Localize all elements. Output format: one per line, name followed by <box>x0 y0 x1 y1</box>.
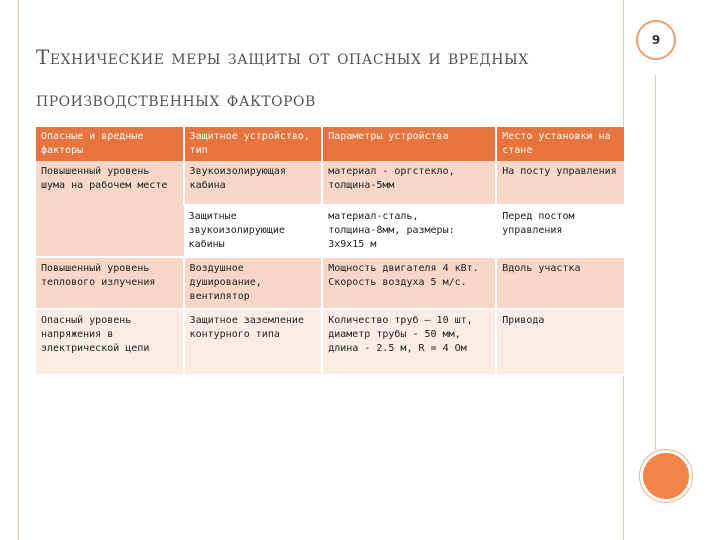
cell-device: Защитное заземление контурного типа <box>184 309 323 375</box>
cell-device: Воздушное душирование, вентилятор <box>184 257 323 309</box>
cell-place: Перед постом управления <box>496 205 624 257</box>
header-factors: Опасные и вредные факторы <box>36 127 184 161</box>
cell-device: Защитные звукоизолирующие кабины <box>184 205 323 257</box>
page-number-badge: 9 <box>636 20 676 60</box>
cell-params: материал - оргстекло, толщина-5мм <box>322 161 496 205</box>
slide-title: Технические меры защиты от опасных и вредных производственных факторов <box>36 45 529 111</box>
table-header-row <box>36 127 624 161</box>
table-row <box>36 161 624 205</box>
cell-params: материал-сталь, толщина-8мм, размеры: 3х9х15 м <box>322 205 496 257</box>
cell-place: Вдоль участка <box>496 257 624 309</box>
cell-factor: Повышенный уровень шума на рабочем месте <box>36 161 184 257</box>
header-device: Защитное устройство, тип <box>184 127 323 161</box>
cell-params: Количество труб – 10 шт, диаметр трубы - 50 мм, длина - 2.5 м, R = 4 Ом <box>322 309 496 375</box>
cell-params: Мощность двигателя 4 кВт. Скорость воздуха 5 м/с. <box>322 257 496 309</box>
cell-device: Звукоизолирующая кабина <box>184 161 323 205</box>
cell-factor: Повышенный уровень теплового излучения <box>36 257 184 309</box>
side-rule <box>655 75 656 450</box>
header-place: Место установки на стане <box>496 127 624 161</box>
table-row <box>36 257 624 309</box>
decorative-circle <box>640 450 692 502</box>
cell-place: Привода <box>496 309 624 375</box>
measures-table <box>36 127 624 376</box>
table-row <box>36 309 624 375</box>
cell-factor: Опасный уровень напряжения в электрической цепи <box>36 309 184 375</box>
cell-place: На посту управления <box>496 161 624 205</box>
header-params: Параметры устройства <box>322 127 496 161</box>
